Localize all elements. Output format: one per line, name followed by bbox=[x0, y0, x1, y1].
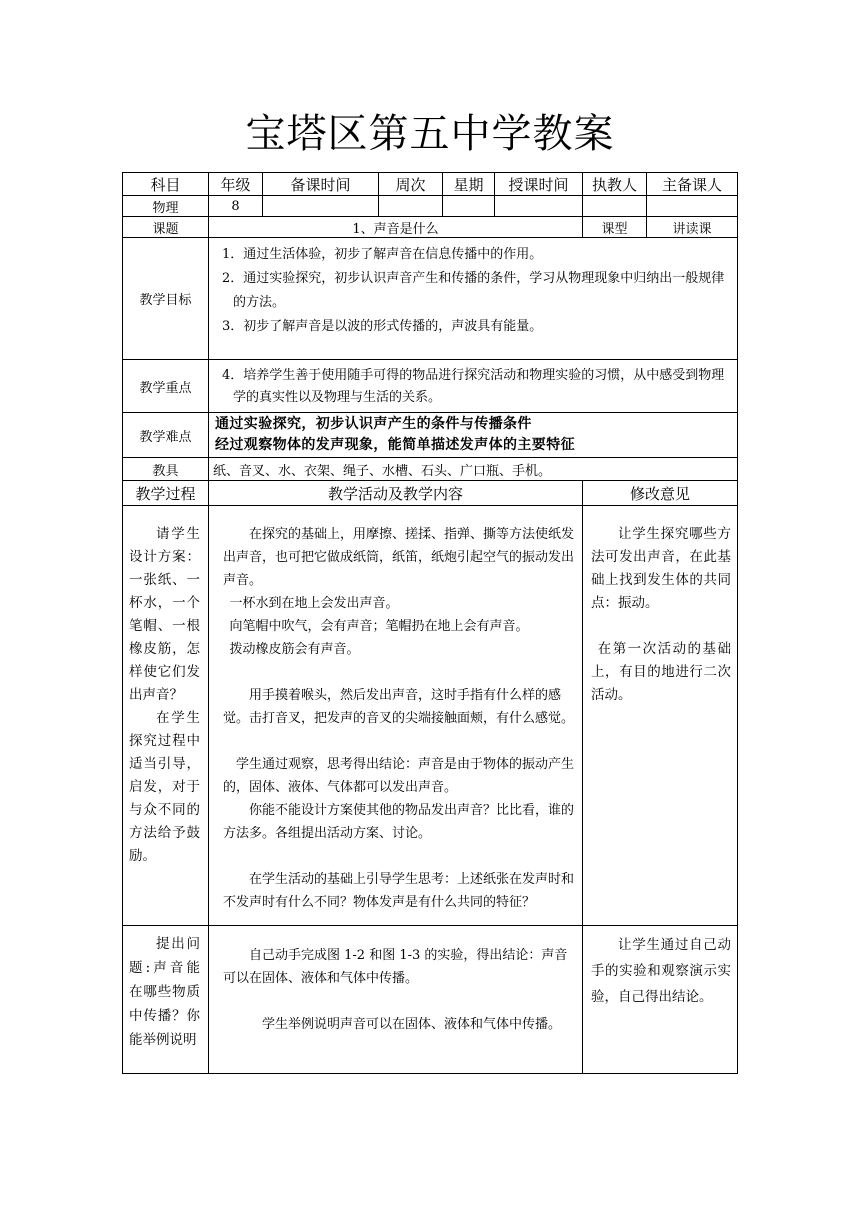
key-points-content bbox=[209, 360, 738, 413]
activity-text: 拨动橡皮筋会有声音。 bbox=[229, 642, 360, 657]
topic-label: 课题 bbox=[123, 217, 209, 238]
header-cell: 执教人 bbox=[583, 173, 647, 196]
process-row-1 bbox=[123, 506, 738, 926]
process-header: 教学过程 bbox=[123, 481, 209, 506]
activity-content-cell bbox=[209, 506, 583, 926]
activity-text: 学生通过观察，思考得出结论：声音是由于物体的振动产生的，固体、液体、气体都可以发出声音。 bbox=[223, 757, 575, 795]
activity-text: 自己动手完成图 1-2 和图 1-3 的实验，得出结论：声音可以在固体、液体和气体中传播。 bbox=[223, 948, 568, 986]
step-text: 请学生设计方案：一张纸、一杯水，一个笔帽、一根橡皮筋，怎样使它们发出声音？ bbox=[129, 526, 200, 703]
process-header-row bbox=[123, 481, 738, 506]
goals-label: 教学目标 bbox=[123, 238, 209, 360]
revision-cell bbox=[583, 926, 738, 1074]
goals-content bbox=[209, 238, 738, 360]
info-row bbox=[123, 196, 738, 217]
lesson-plan-table bbox=[122, 172, 738, 1074]
goal-item: 3．初步了解声音是以波的形式传播的，声波具有能量。 bbox=[222, 319, 543, 334]
goal-item: 2．通过实验探究，初步认识声音产生和传播的条件，学习从物理现象中归纳出一般规律的方法。 bbox=[222, 271, 725, 310]
lesson-type-label: 课型 bbox=[583, 217, 647, 238]
header-cell: 周次 bbox=[379, 173, 443, 196]
topic-value: 1、声音是什么 bbox=[209, 217, 583, 238]
activity-text: 一杯水到在地上会发出声音。 bbox=[229, 596, 399, 611]
header-cell: 科目 bbox=[123, 173, 209, 196]
process-row-2 bbox=[123, 926, 738, 1074]
activity-text: 在学生活动的基础上引导学生思考：上述纸张在发声时和不发声时有什么不同？物体发声是有什么共同的特征？ bbox=[223, 872, 575, 910]
empty-cell bbox=[443, 196, 495, 217]
key-points-row bbox=[123, 360, 738, 413]
activity-content-cell bbox=[209, 926, 583, 1074]
grade-cell: 8 bbox=[209, 196, 263, 217]
goals-row bbox=[123, 238, 738, 360]
process-step-cell bbox=[123, 926, 209, 1074]
step-text: 提出问题:声音能在哪些物质中传播？你能举例说明 bbox=[129, 936, 200, 1048]
tools-label: 教具 bbox=[123, 458, 209, 481]
key-point-text: 4．培养学生善于使用随手可得的物品进行探究活动和物理实验的习惯，从中感受到物理学的真实性以及物理与生活的关系。 bbox=[222, 368, 725, 405]
lesson-type-value: 讲读课 bbox=[647, 217, 738, 238]
topic-row bbox=[123, 217, 738, 238]
empty-cell bbox=[583, 196, 647, 217]
difficulties-row bbox=[123, 413, 738, 458]
empty-cell bbox=[495, 196, 583, 217]
empty-cell bbox=[647, 196, 738, 217]
empty-cell bbox=[263, 196, 379, 217]
goal-item: 1．通过生活体验，初步了解声音在信息传播中的作用。 bbox=[222, 247, 543, 262]
revision-text: 在第一次活动的基础上，有目的地进行二次活动。 bbox=[591, 641, 731, 703]
key-points-label: 教学重点 bbox=[123, 360, 209, 413]
activity-text: 向笔帽中吹气，会有声音；笔帽扔在地上会有声音。 bbox=[229, 619, 529, 634]
activity-text: 你能不能设计方案使其他的物品发出声音？比比看，谁的方法多。各组提出活动方案、讨论。 bbox=[223, 803, 575, 841]
document-title: 宝塔区第五中学教案 bbox=[245, 111, 615, 157]
header-cell: 授课时间 bbox=[495, 173, 583, 196]
header-cell: 主备课人 bbox=[647, 173, 738, 196]
difficulties-content bbox=[209, 413, 738, 458]
difficulty-line: 通过实验探究，初步认识声产生的条件与传播条件 bbox=[215, 416, 532, 432]
header-cell: 年级 bbox=[209, 173, 263, 196]
tools-row bbox=[123, 458, 738, 481]
empty-cell bbox=[379, 196, 443, 217]
difficulties-label: 教学难点 bbox=[123, 413, 209, 458]
activity-text: 学生举例说明声音可以在固体、液体和气体中传播。 bbox=[262, 1017, 562, 1032]
revision-cell bbox=[583, 506, 738, 926]
step-text: 在学生探究过程中适当引导，启发，对于与众不同的方法给予鼓励。 bbox=[129, 710, 200, 864]
revision-text: 让学生通过自己动手的实验和观察演示实验，自己得出结论。 bbox=[591, 937, 731, 1005]
header-cell: 星期 bbox=[443, 173, 495, 196]
tools-content: 纸、音叉、水、衣架、绳子、水槽、石头、广口瓶、手机。 bbox=[209, 458, 738, 481]
activity-text: 用手摸着喉头，然后发出声音，这时手指有什么样的感觉。击打音叉，把发声的音叉的尖端接触面颊，有什么感觉。 bbox=[223, 688, 575, 726]
difficulty-line: 经过观察物体的发声现象，能简单描述发声体的主要特征 bbox=[215, 437, 575, 453]
subject-cell: 物理 bbox=[123, 196, 209, 217]
process-step-cell bbox=[123, 506, 209, 926]
activity-text: 在探究的基础上，用摩擦、搓揉、指弹、撕等方法使纸发出声音，也可把它做成纸筒，纸笛，纸炮引起空气的振动发出声音。 bbox=[223, 527, 575, 588]
header-cell: 备课时间 bbox=[263, 173, 379, 196]
revision-text: 让学生探究哪些方法可发出声音，在此基础上找到发生体的共同点：振动。 bbox=[591, 526, 731, 611]
content-header: 教学活动及教学内容 bbox=[209, 481, 583, 506]
header-row bbox=[123, 173, 738, 196]
revision-header: 修改意见 bbox=[583, 481, 738, 506]
